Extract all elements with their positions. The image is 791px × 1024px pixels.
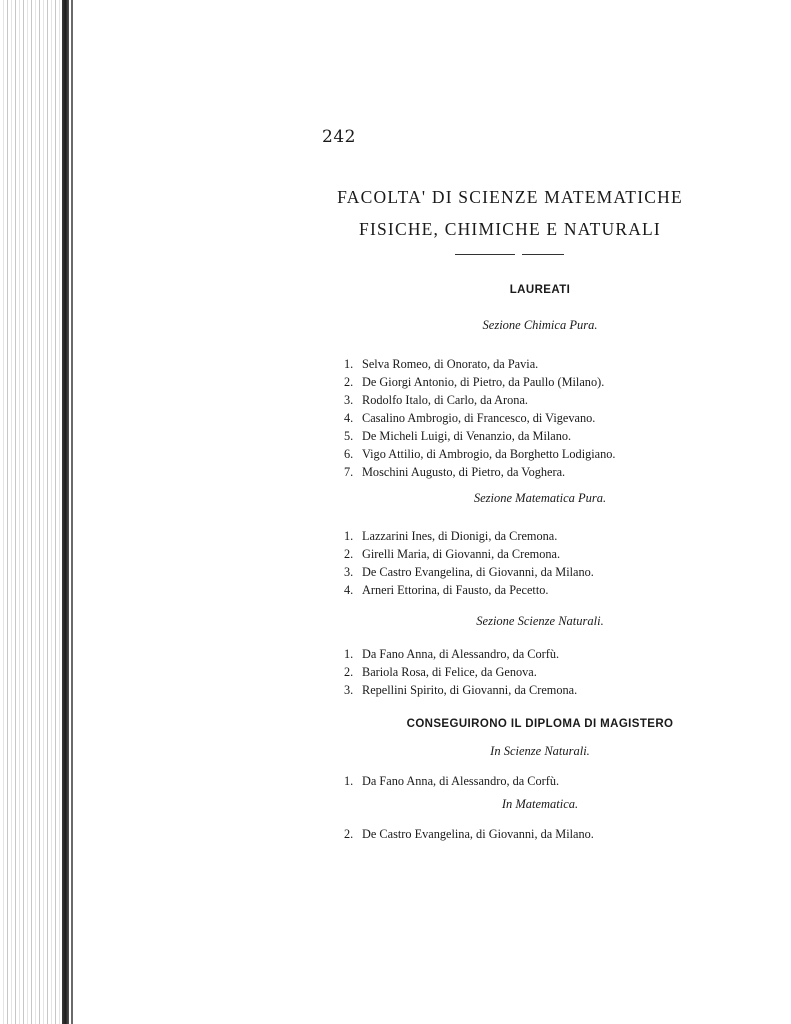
section-title-chimica: Sezione Chimica Pura. [482, 318, 598, 332]
title-divider-left [455, 254, 515, 255]
list-item: 1. Da Fano Anna, di Alessandro, da Corfù. [344, 774, 560, 788]
magistero-group-naturali: In Scienze Naturali. [490, 744, 590, 758]
list-naturali [344, 645, 577, 699]
magistero-group-matematica: In Matematica. [501, 797, 579, 811]
page-edge [71, 0, 73, 1024]
list-item: 7. Moschini Augusto, di Pietro, da Voghera. [344, 465, 566, 479]
list-item: 6. Vigo Attilio, di Ambrogio, da Borghetto Lodigiano. [344, 447, 616, 461]
faculty-title-line-1: FACOLTA' DI SCIENZE MATEMATICHE [337, 187, 683, 207]
list-item: 5. De Micheli Luigi, di Venanzio, da Milano. [344, 429, 572, 443]
magistero-heading: CONSEGUIRONO IL DIPLOMA DI MAGISTERO [406, 718, 674, 730]
list-item: 1. Da Fano Anna, di Alessandro, da Corfù. [344, 647, 560, 661]
list-item: 4. Arneri Ettorina, di Fausto, da Pecetto. [344, 583, 549, 597]
section-title-matematica: Sezione Matematica Pura. [473, 491, 607, 505]
list-item: 3. Repellini Spirito, di Giovanni, da Cremona. [344, 683, 578, 697]
list-item: 3. Rodolfo Italo, di Carlo, da Arona. [344, 393, 528, 407]
list-item: 1. Lazzarini Ines, di Dionigi, da Cremona. [344, 529, 558, 543]
laureati-heading: LAUREATI [509, 284, 571, 296]
list-item: 3. De Castro Evangelina, di Giovanni, da Milano. [344, 565, 594, 579]
list-item: 2. De Giorgi Antonio, di Pietro, da Paullo (Milano). [344, 375, 605, 389]
page-number: 242 [322, 127, 356, 147]
list-item: 4. Casalino Ambrogio, di Francesco, di Vigevano. [344, 411, 596, 425]
book-spine [62, 0, 69, 1024]
list-item: 2. De Castro Evangelina, di Giovanni, da Milano. [344, 827, 594, 841]
faculty-title-line-2: FISICHE, CHIMICHE E NATURALI [359, 219, 661, 239]
section-title-naturali: Sezione Scienze Naturali. [476, 614, 604, 628]
list-item: 1. Selva Romeo, di Onorato, da Pavia. [344, 357, 539, 371]
list-chimica [344, 355, 616, 481]
list-item: 2. Girelli Maria, di Giovanni, da Cremona. [344, 547, 561, 561]
list-matematica [344, 527, 594, 599]
list-magistero-matematica [344, 825, 594, 843]
title-divider-right [522, 254, 564, 255]
list-item: 2. Bariola Rosa, di Felice, da Genova. [344, 665, 537, 679]
list-magistero-naturali [344, 772, 559, 790]
